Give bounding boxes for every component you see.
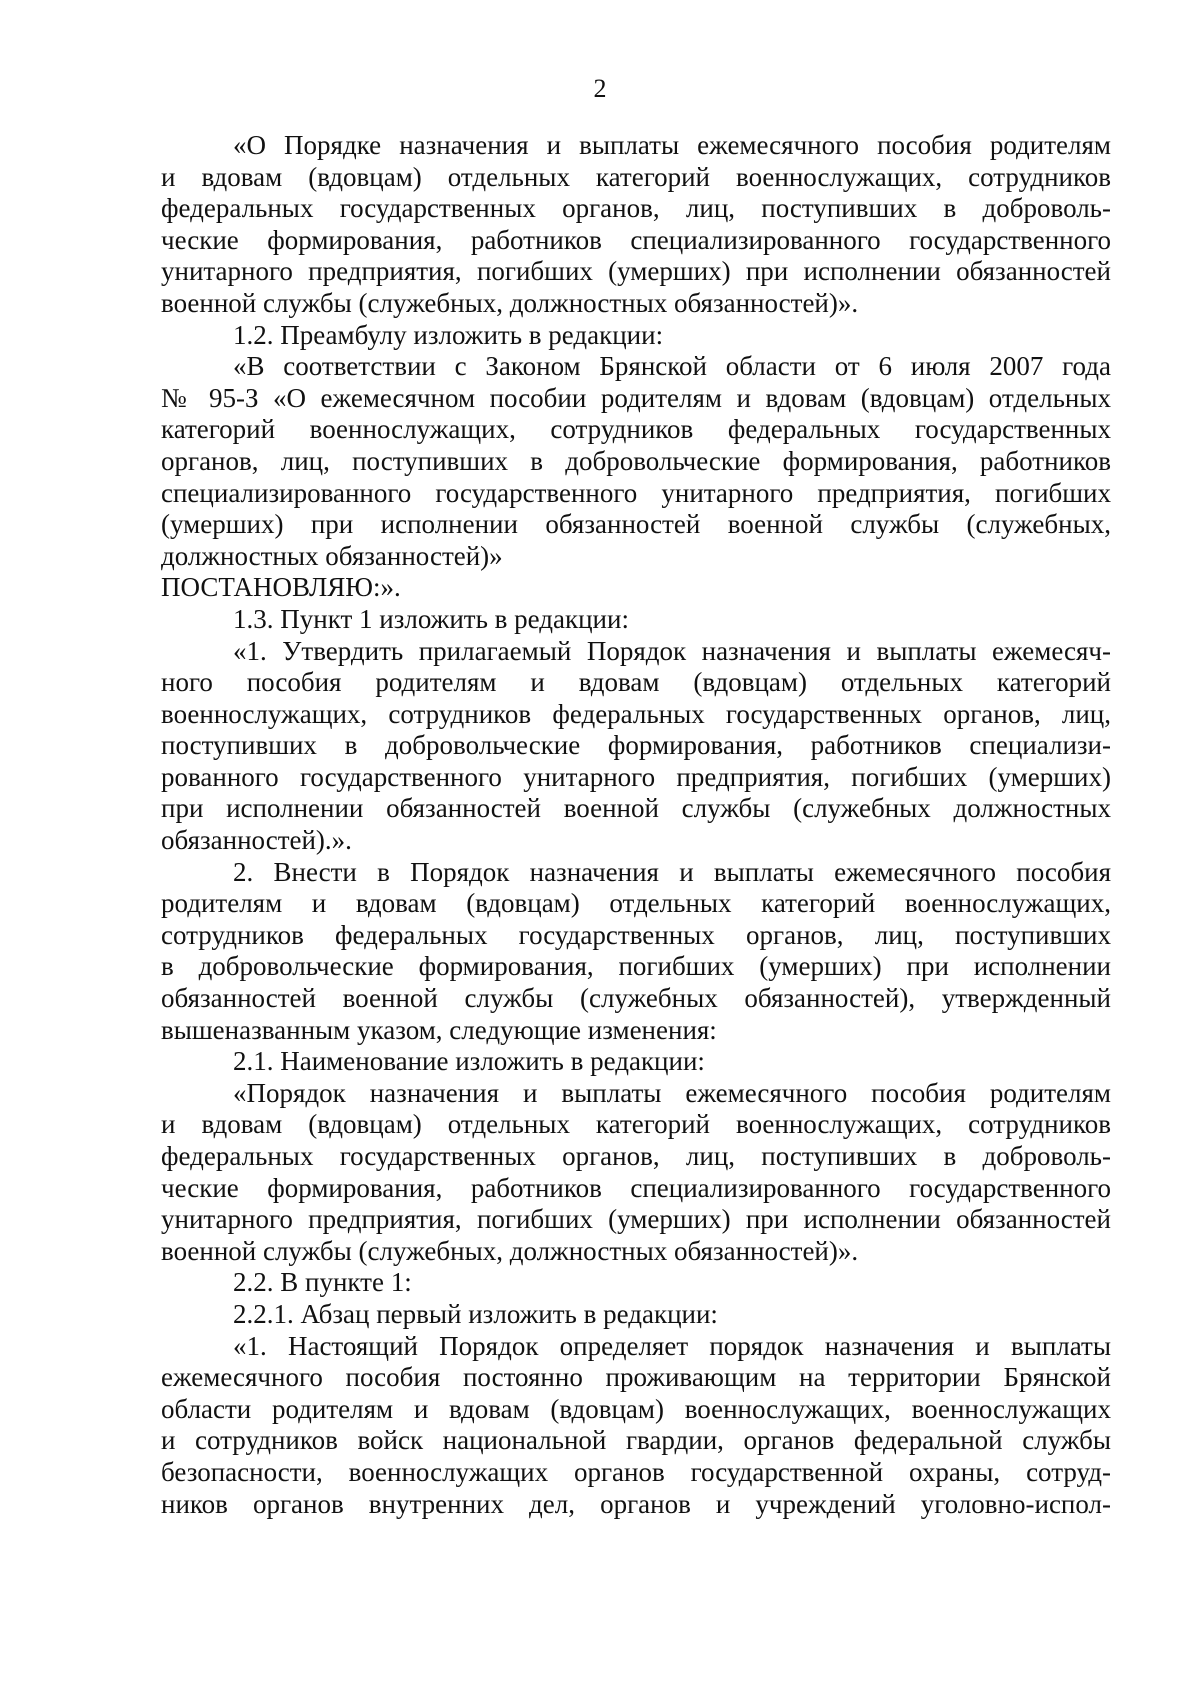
text-line: в добровольческие формирования, погибших (умерших) при исполнении — [161, 951, 1111, 982]
text-line: 2.2.1. Абзац первый изложить в редакции: — [233, 1298, 718, 1329]
text-line: ПОСТАНОВЛЯЮ:». — [161, 572, 401, 603]
text-line: федеральных государственных органов, лиц, поступивших в доброволь- — [161, 193, 1111, 224]
text-line: «О Порядке назначения и выплаты ежемесячного пособия родителям — [233, 130, 1111, 160]
text-line: специализированного государственного унитарного предприятия, погибших — [161, 477, 1111, 508]
text-line: при исполнении обязанностей военной службы (служебных должностных — [161, 793, 1111, 824]
text-line: ческие формирования, работников специализированного государственного — [161, 1172, 1111, 1203]
text-line: сотрудников федеральных государственных органов, лиц, поступивших — [161, 919, 1111, 950]
text-line: 2. Внести в Порядок назначения и выплаты ежемесячного пособия — [233, 856, 1111, 887]
text-line: унитарного предприятия, погибших (умерших) при исполнении обязанностей — [161, 256, 1111, 287]
text-line: № 95-З «О ежемесячном пособии родителям и вдовам (вдовцам) отдельных — [161, 382, 1111, 413]
text-line: должностных обязанностей)» — [161, 540, 503, 571]
text-line: военной службы (служебных, должностных обязанностей)». — [161, 287, 859, 318]
text-line: военнослужащих, сотрудников федеральных государственных органов, лиц, — [161, 698, 1111, 729]
text-line: «Порядок назначения и выплаты ежемесячного пособия родителям — [233, 1077, 1111, 1108]
text-line: ного пособия родителям и вдовам (вдовцам) отдельных категорий — [161, 667, 1111, 698]
text-line: «1. Настоящий Порядок определяет порядок назначения и выплаты — [233, 1330, 1111, 1361]
text-line: «В соответствии с Законом Брянской области от 6 июля 2007 года — [233, 351, 1111, 382]
text-line: категорий военнослужащих, сотрудников федеральных государственных — [161, 414, 1111, 445]
text-line: «1. Утвердить прилагаемый Порядок назначения и выплаты ежемесяч- — [233, 635, 1111, 666]
text-line: поступивших в добровольческие формирования, работников специализи- — [161, 730, 1111, 761]
text-line: обязанностей военной службы (служебных обязанностей), утвержденный — [161, 983, 1111, 1014]
text-line: ежемесячного пособия постоянно проживающим на территории Брянской — [161, 1362, 1111, 1393]
text-line: органов, лиц, поступивших в добровольческие формирования, работников — [161, 445, 1111, 476]
text-line: области родителям и вдовам (вдовцам) военнослужащих, военнослужащих — [161, 1393, 1111, 1424]
text-line: ческие формирования, работников специализированного государственного — [161, 224, 1111, 255]
text-line: и сотрудников войск национальной гвардии, органов федеральной службы — [161, 1425, 1111, 1456]
text-line: рованного государственного унитарного предприятия, погибших (умерших) — [161, 761, 1111, 792]
text-line: военной службы (служебных, должностных обязанностей)». — [161, 1235, 859, 1266]
text-line: унитарного предприятия, погибших (умерших) при исполнении обязанностей — [161, 1204, 1111, 1235]
text-line: 2.1. Наименование изложить в редакции: — [233, 1046, 705, 1077]
text-line: (умерших) при исполнении обязанностей военной службы (служебных, — [161, 509, 1111, 540]
text-line: и вдовам (вдовцам) отдельных категорий военнослужащих, сотрудников — [161, 161, 1111, 192]
page-number: 2 — [593, 74, 607, 103]
text-line: родителям и вдовам (вдовцам) отдельных категорий военнослужащих, — [161, 888, 1111, 919]
text-line: федеральных государственных органов, лиц, поступивших в доброволь- — [161, 1141, 1111, 1171]
text-line: ников органов внутренних дел, органов и учреждений уголовно-испол- — [161, 1488, 1111, 1519]
text-line: 1.3. Пункт 1 изложить в редакции: — [233, 603, 629, 634]
text-line: и вдовам (вдовцам) отдельных категорий военнослужащих, сотрудников — [161, 1109, 1111, 1140]
text-line: 1.2. Преамбулу изложить в редакции: — [233, 319, 664, 350]
text-line: 2.2. В пункте 1: — [233, 1267, 412, 1298]
text-line: вышеназванным указом, следующие изменения: — [161, 1014, 717, 1045]
text-line: безопасности, военнослужащих органов государственной охраны, сотруд- — [161, 1456, 1111, 1487]
text-line: обязанностей).». — [161, 825, 352, 856]
document-body — [161, 130, 1111, 1520]
